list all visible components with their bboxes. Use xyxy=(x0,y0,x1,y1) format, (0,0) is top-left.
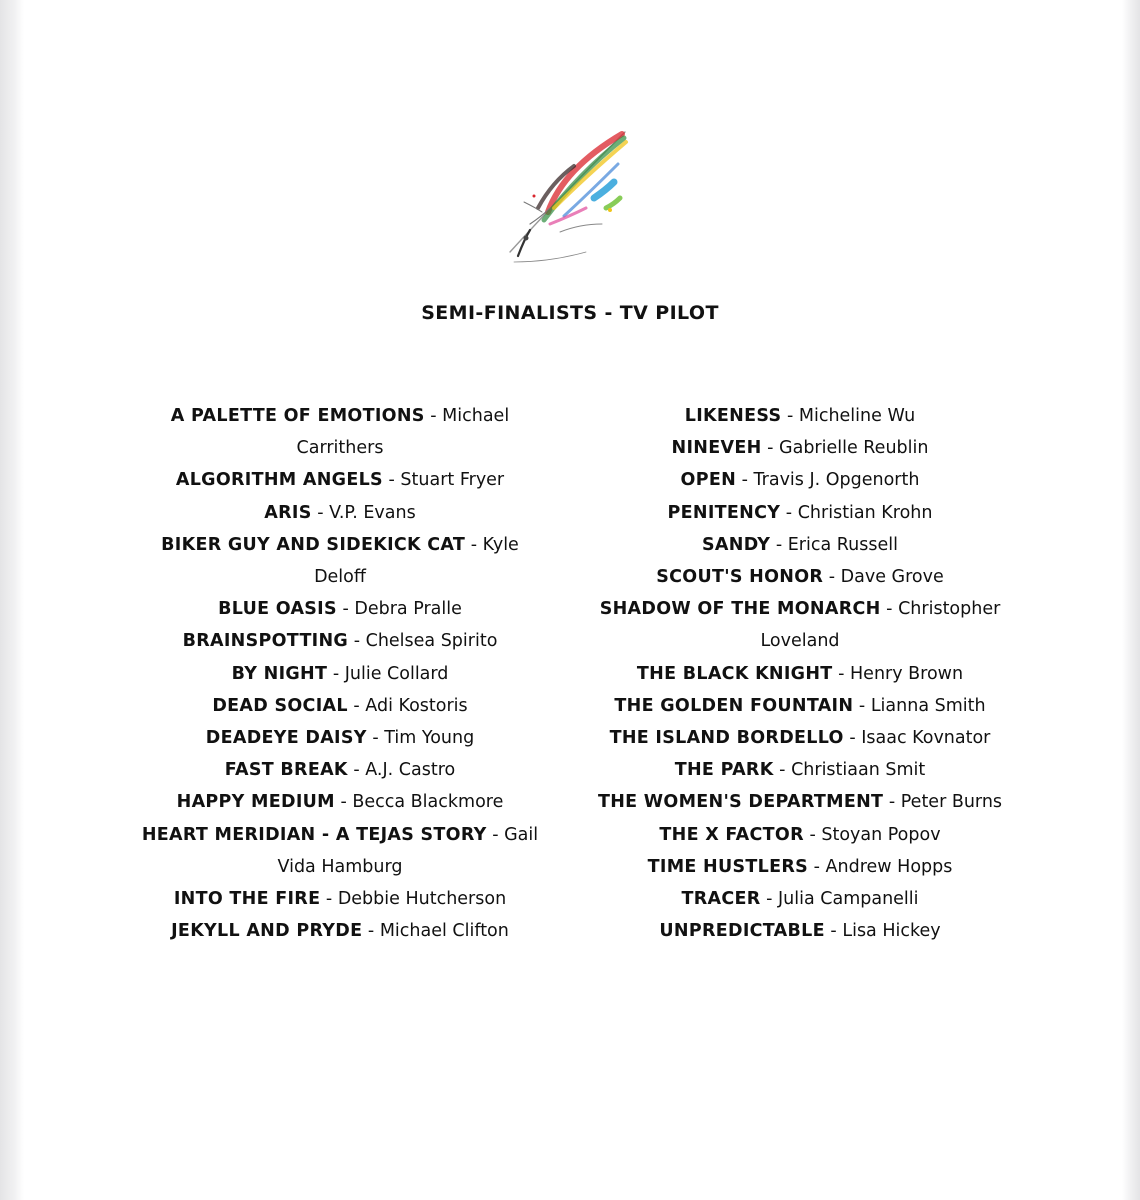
list-item xyxy=(590,754,1010,786)
entry-title: THE ISLAND BORDELLO xyxy=(609,728,844,749)
list-item xyxy=(130,400,550,464)
entry-author: Erica Russell xyxy=(787,534,898,555)
entry-separator: - xyxy=(775,534,783,555)
list-item xyxy=(590,497,1010,529)
list-item xyxy=(590,915,1010,947)
entry-author: Chelsea Spirito xyxy=(365,631,498,652)
entry-separator: - xyxy=(353,760,360,781)
list-item xyxy=(590,432,1010,464)
page-edge-right xyxy=(1122,0,1140,1200)
entry-author: Julie Collard xyxy=(344,663,449,684)
entry-separator: - xyxy=(340,792,347,813)
entry-author: Kyle Deloff xyxy=(314,534,519,588)
entry-separator: - xyxy=(858,695,866,716)
right-column xyxy=(590,400,1010,947)
entry-title: UNPREDICTABLE xyxy=(659,921,825,942)
entry-separator: - xyxy=(809,824,816,845)
entry-separator: - xyxy=(786,406,794,426)
entry-title: HAPPY MEDIUM xyxy=(176,792,335,813)
entry-author: Micheline Wu xyxy=(798,406,916,426)
entry-title: BLUE OASIS xyxy=(218,599,337,620)
entry-author: Christian Krohn xyxy=(797,502,933,523)
entry-title: DEAD SOCIAL xyxy=(212,695,348,716)
list-item xyxy=(130,786,550,818)
entry-author: Andrew Hopps xyxy=(825,856,953,877)
entry-title: NINEVEH xyxy=(671,438,762,459)
list-item xyxy=(130,593,550,625)
entry-separator: - xyxy=(372,728,379,749)
entry-title: SHADOW OF THE MONARCH xyxy=(599,599,881,620)
entry-separator: - xyxy=(849,728,856,749)
entry-separator: - xyxy=(353,631,361,652)
entry-title: TRACER xyxy=(681,889,761,910)
entry-author: Gabrielle Reublin xyxy=(779,438,929,459)
entry-author: V.P. Evans xyxy=(329,502,416,523)
list-item xyxy=(130,464,550,496)
entry-author: Gail Vida Hamburg xyxy=(277,824,539,877)
entry-author: Dave Grove xyxy=(840,567,944,588)
entry-separator: - xyxy=(830,921,837,942)
entry-title: JEKYLL AND PRYDE xyxy=(171,921,363,942)
entry-author: Debbie Hutcherson xyxy=(337,889,507,910)
entry-title: THE GOLDEN FOUNTAIN xyxy=(614,695,854,716)
entry-separator: - xyxy=(828,567,836,588)
left-column xyxy=(130,400,550,947)
entry-author: Adi Kostoris xyxy=(365,695,468,716)
list-item xyxy=(130,754,550,786)
list-item xyxy=(130,690,550,722)
entry-author: Christiaan Smit xyxy=(791,760,926,781)
entry-author: Lisa Hickey xyxy=(842,921,941,942)
list-item xyxy=(590,819,1010,851)
entry-separator: - xyxy=(367,921,375,942)
entry-separator: - xyxy=(470,534,478,555)
entry-separator: - xyxy=(785,502,793,523)
entry-title: TIME HUSTLERS xyxy=(647,856,809,877)
entry-separator: - xyxy=(886,599,893,620)
entry-separator: - xyxy=(332,663,340,684)
entry-title: THE X FACTOR xyxy=(659,824,804,845)
entry-author: Isaac Kovnator xyxy=(861,728,991,749)
list-item xyxy=(590,561,1010,593)
entry-separator: - xyxy=(342,599,349,620)
entry-title: THE PARK xyxy=(674,760,774,781)
entry-separator: - xyxy=(888,792,896,813)
entry-title: PENITENCY xyxy=(667,502,781,523)
list-item xyxy=(590,883,1010,915)
page-title: SEMI-FINALISTS - TV PILOT xyxy=(421,302,719,324)
list-item xyxy=(130,722,550,754)
entry-title: DEADEYE DAISY xyxy=(205,728,367,749)
entry-title: ARIS xyxy=(264,502,312,523)
entry-author: Debra Pralle xyxy=(354,599,462,620)
list-item xyxy=(590,593,1010,657)
page-edge-left xyxy=(0,0,24,1200)
list-item xyxy=(590,658,1010,690)
entry-title: LIKENESS xyxy=(684,406,782,426)
list-item xyxy=(130,497,550,529)
entry-separator: - xyxy=(388,470,395,491)
entry-author: Tim Young xyxy=(384,728,475,749)
list-item xyxy=(130,625,550,657)
entry-title: ALGORITHM ANGELS xyxy=(175,470,383,491)
list-item xyxy=(590,786,1010,818)
entry-title: THE BLACK KNIGHT xyxy=(636,663,833,684)
entry-separator: - xyxy=(813,856,820,877)
entry-author: Travis J. Opgenorth xyxy=(753,470,920,491)
entry-author: Christopher Loveland xyxy=(760,599,1001,652)
entry-author: Peter Burns xyxy=(900,792,1003,813)
list-item xyxy=(130,883,550,915)
list-item xyxy=(590,529,1010,561)
entry-separator: - xyxy=(741,470,748,491)
entry-separator: - xyxy=(766,889,773,910)
entry-separator: - xyxy=(779,760,786,781)
entry-author: Henry Brown xyxy=(850,663,964,684)
entry-separator: - xyxy=(838,663,845,684)
feather-quill-pen-icon xyxy=(490,112,650,272)
list-item xyxy=(130,915,550,947)
entry-title: THE WOMEN'S DEPARTMENT xyxy=(597,792,884,813)
entry-author: Becca Blackmore xyxy=(352,792,504,813)
entry-author: Michael Carrithers xyxy=(296,406,510,459)
entry-title: BIKER GUY AND SIDEKICK CAT xyxy=(161,534,466,555)
entry-author: Lianna Smith xyxy=(870,695,986,716)
entry-title: OPEN xyxy=(680,470,737,491)
entry-separator: - xyxy=(430,406,437,426)
list-item xyxy=(590,690,1010,722)
entry-author: A.J. Castro xyxy=(365,760,456,781)
entry-title: HEART MERIDIAN - A TEJAS STORY xyxy=(141,824,487,845)
entry-author: Julia Campanelli xyxy=(777,889,919,910)
entry-author: Stoyan Popov xyxy=(821,824,941,845)
entry-title: SANDY xyxy=(702,534,771,555)
entry-title: BY NIGHT xyxy=(231,663,328,684)
entry-title: INTO THE FIRE xyxy=(173,889,321,910)
list-item xyxy=(590,722,1010,754)
entry-title: BRAINSPOTTING xyxy=(182,631,349,652)
list-item xyxy=(130,529,550,593)
entry-author: Stuart Fryer xyxy=(400,470,505,491)
list-item xyxy=(130,819,550,883)
entry-separator: - xyxy=(317,502,324,523)
entry-separator: - xyxy=(767,438,774,459)
entry-title: FAST BREAK xyxy=(224,760,348,781)
list-item xyxy=(590,851,1010,883)
entry-separator: - xyxy=(353,695,360,716)
entry-separator: - xyxy=(325,889,333,910)
list-item xyxy=(130,658,550,690)
entry-separator: - xyxy=(492,824,499,845)
entry-title: A PALETTE OF EMOTIONS xyxy=(170,406,425,426)
entry-title: SCOUT'S HONOR xyxy=(656,567,824,588)
list-item xyxy=(590,400,1010,432)
entry-author: Michael Clifton xyxy=(379,921,509,942)
list-item xyxy=(590,464,1010,496)
